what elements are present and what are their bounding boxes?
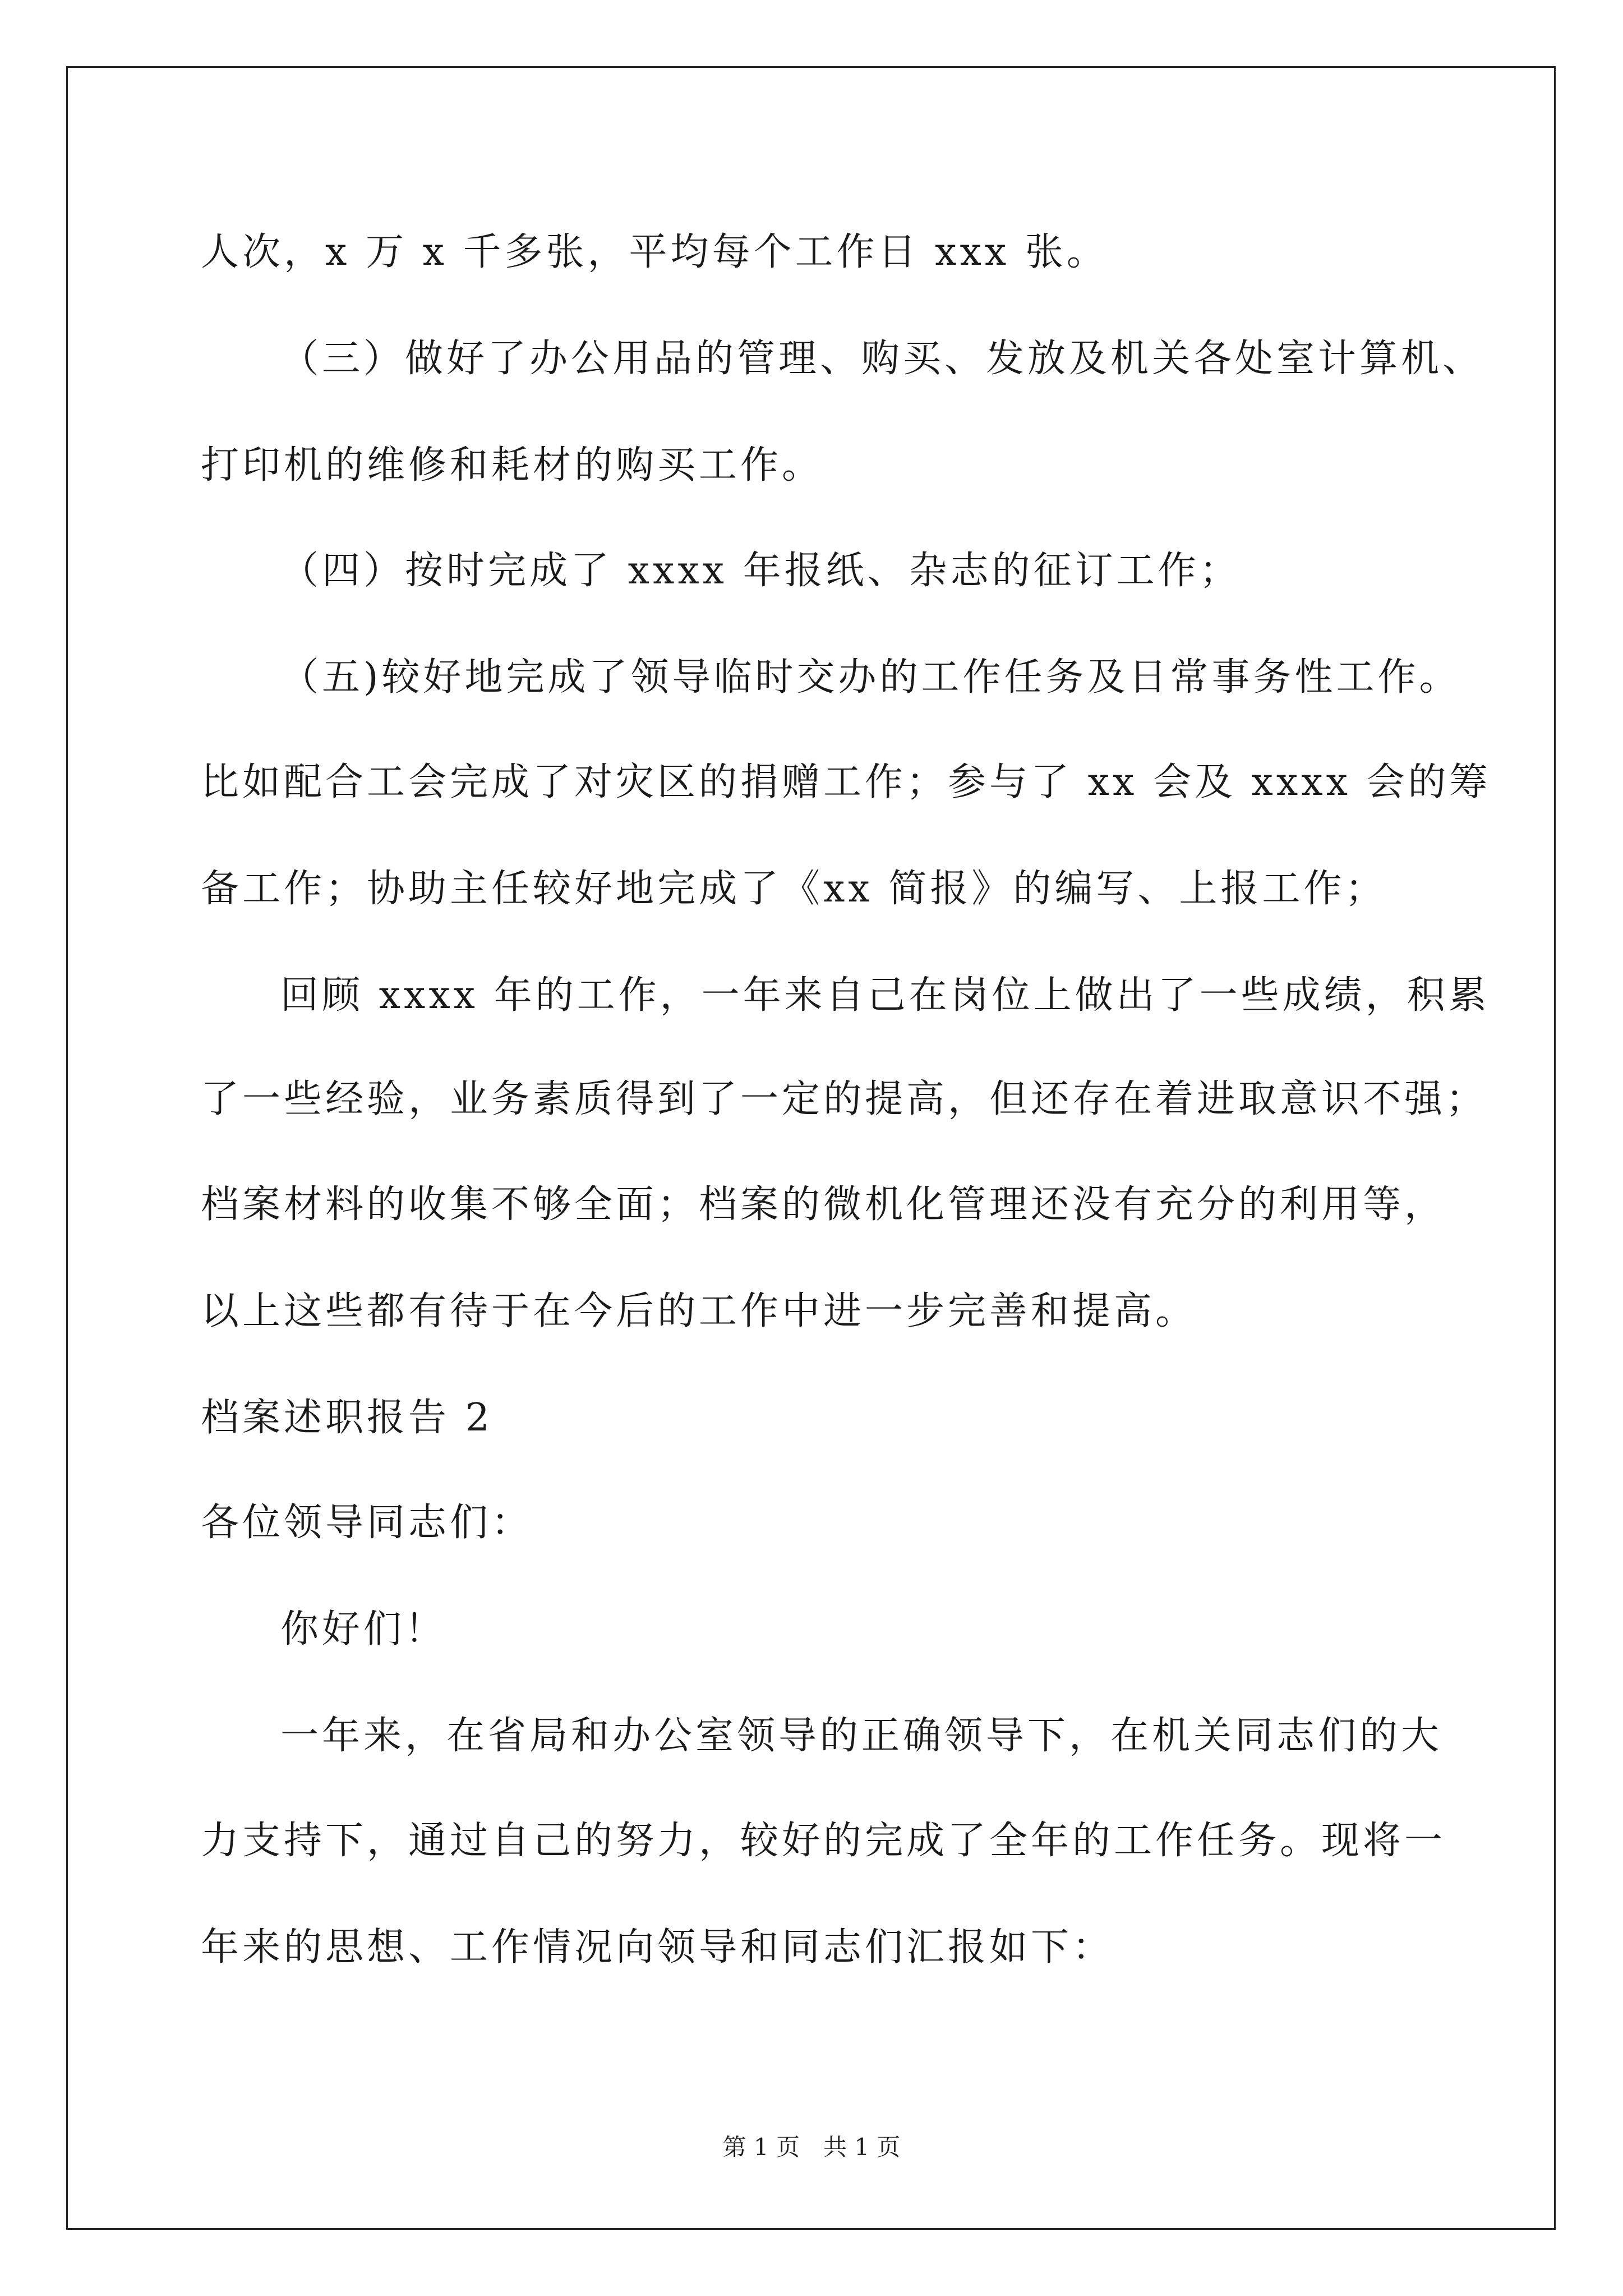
body-line-3: 打印机的维修和耗材的购买工作。 <box>201 443 824 487</box>
body-line-11: 以上这些都有待于在今后的工作中进一步完善和提高。 <box>201 1289 1197 1333</box>
body-line-10: 档案材料的收集不够全面；档案的微机化管理还没有充分的利用等， <box>201 1182 1446 1227</box>
body-line-9: 了一些经验，业务素质得到了一定的提高，但还存在着进取意识不强； <box>201 1077 1488 1121</box>
body-line-1: 人次，x 万 x 千多张，平均每个工作日 xxx 张。 <box>201 230 1108 274</box>
salutation: 各位领导同志们： <box>201 1501 533 1545</box>
body-line-2: （三）做好了办公用品的管理、购买、发放及机关各处室计算机、 <box>280 337 1484 381</box>
body-line-5: （五)较好地完成了领导临时交办的工作任务及日常事务性工作。 <box>280 655 1461 700</box>
greeting: 你好们！ <box>280 1607 447 1651</box>
body-line-4: （四）按时完成了 xxxx 年报纸、杂志的征订工作； <box>280 549 1241 593</box>
body-line-6: 比如配合工会完成了对灾区的捐赠工作；参与了 xx 会及 xxxx 会的筹 <box>201 760 1491 804</box>
page-number-footer: 第 1 页 共 1 页 <box>722 2133 901 2161</box>
page-border <box>66 66 1556 2230</box>
body-line-15: 一年来，在省局和办公室领导的正确领导下，在机关同志们的大 <box>280 1714 1443 1758</box>
body-line-16: 力支持下，通过自己的努力，较好的完成了全年的工作任务。现将一 <box>201 1819 1446 1863</box>
body-line-8: 回顾 xxxx 年的工作，一年来自己在岗位上做出了一些成绩，积累 <box>280 973 1490 1018</box>
body-line-17: 年来的思想、工作情况向领导和同志们汇报如下： <box>201 1925 1114 1970</box>
section-heading: 档案述职报告 2 <box>201 1396 493 1440</box>
body-line-7: 备工作；协助主任较好地完成了《xx 简报》的编写、上报工作； <box>201 867 1387 911</box>
